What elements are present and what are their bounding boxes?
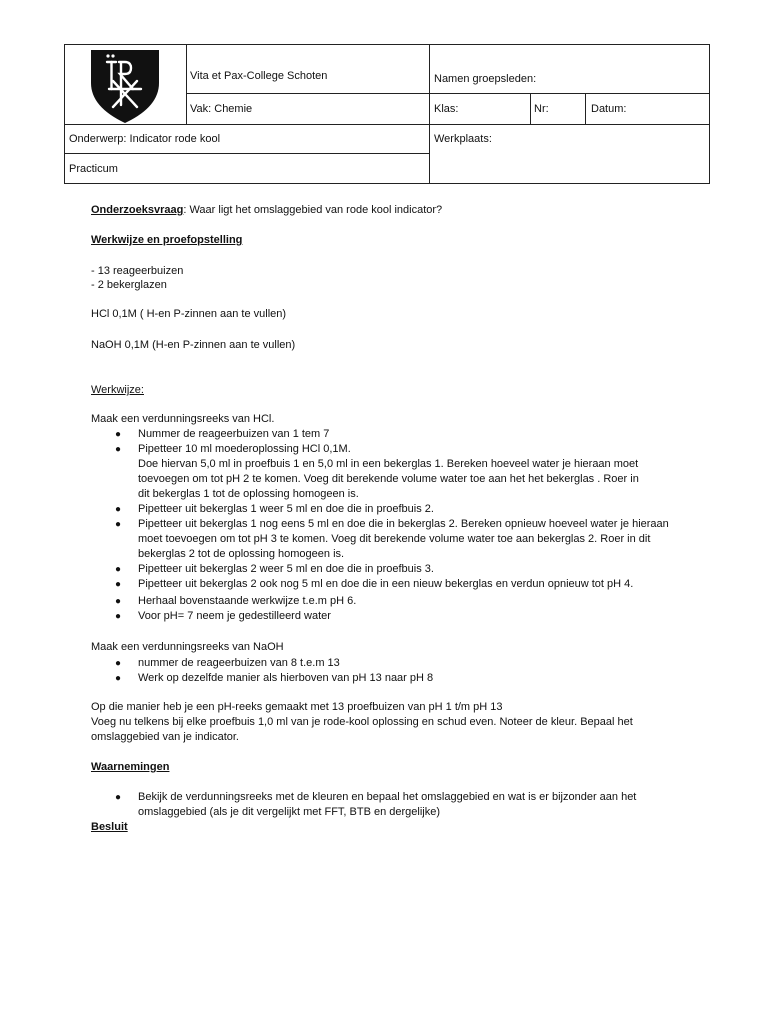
step-item: Nummer de reageerbuizen van 1 tem 7 xyxy=(138,428,330,440)
step-item: Pipetteer uit bekerglas 2 weer 5 ml en doe die in proefbuis 3. xyxy=(138,563,434,575)
class-field: Klas: xyxy=(434,103,459,115)
naoh-series-intro: Maak een verdunningsreeks van NaOH xyxy=(91,641,284,653)
hcl-series-intro: Maak een verdunningsreeks van HCl. xyxy=(91,413,275,425)
step-continuation: dit bekerglas 1 tot de oplossing homogeen is. xyxy=(138,488,359,500)
bullet: ● xyxy=(115,564,122,575)
practicum-label: Practicum xyxy=(69,163,118,175)
summary-line: Voeg nu telkens bij elke proefbuis 1,0 ml van je rode-kool oplossing en schud even. Noteer de kleur. Bepaal het xyxy=(91,716,633,728)
bullet: ● xyxy=(115,596,122,607)
observation-item: Bekijk de verdunningsreeks met de kleuren en bepaal het omslaggebied en wat is er bijzonder aan het xyxy=(138,791,637,803)
naoh-line: NaOH 0,1M (H-en P-zinnen aan te vullen) xyxy=(91,339,296,351)
bullet: ● xyxy=(115,429,122,440)
step-item: Pipetteer 10 ml moederoplossing HCl 0,1M. xyxy=(138,443,351,455)
school-logo xyxy=(65,45,186,124)
bullet: ● xyxy=(115,579,122,590)
bullet: ● xyxy=(115,611,122,622)
grid-line xyxy=(585,93,586,124)
summary-line: Op die manier heb je een pH-reeks gemaakt met 13 proefbuizen van pH 1 t/m pH 13 xyxy=(91,701,503,713)
group-members-field: Namen groepsleden: xyxy=(434,73,537,85)
number-field: Nr: xyxy=(534,103,549,115)
step-continuation: Doe hiervan 5,0 ml in proefbuis 1 en 5,0 ml in een bekerglas 1. Bereken hoeveel water je hieraan moet xyxy=(138,458,639,470)
summary-line: omslaggebied van je indicator. xyxy=(91,731,239,743)
bullet: ● xyxy=(115,444,122,455)
bullet: ● xyxy=(115,504,122,515)
material-item: - 2 bekerglazen xyxy=(91,279,167,291)
hcl-line: HCl 0,1M ( H-en P-zinnen aan te vullen) xyxy=(91,308,287,320)
grid-line xyxy=(429,124,709,125)
step-item: Werk op dezelfde manier als hierboven van pH 13 naar pH 8 xyxy=(138,672,434,684)
step-continuation: moet toevoegen om tot pH 3 te komen. Voeg dit berekende volume water toe aan bekerglas 2. Roer in dit xyxy=(138,533,651,545)
grid-line xyxy=(65,153,429,154)
step-item: Herhaal bovenstaande werkwijze t.e.m pH 6. xyxy=(138,595,357,607)
bullet: ● xyxy=(115,658,122,669)
step-continuation: toevoegen om tot pH 2 te komen. Voeg dit berekende volume water toe aan het het bekerglas . Roer in xyxy=(138,473,639,485)
workplace-field: Werkplaats: xyxy=(434,133,492,145)
procedure-label: Werkwijze: xyxy=(91,384,144,396)
observations-heading: Waarnemingen xyxy=(91,761,170,773)
step-item: Pipetteer uit bekerglas 2 ook nog 5 ml en doe die in een nieuw bekerglas en verdun opnieuw tot pH 4. xyxy=(138,578,634,590)
step-continuation: bekerglas 2 tot de oplossing homogeen is. xyxy=(138,548,345,560)
conclusion-heading: Besluit xyxy=(91,821,128,833)
header-table xyxy=(64,44,710,184)
step-item: Voor pH= 7 neem je gedestilleerd water xyxy=(138,610,331,622)
school-name: Vita et Pax-College Schoten xyxy=(190,70,328,82)
subject-field: Vak: Chemie xyxy=(190,103,253,115)
step-item: Pipetteer uit bekerglas 1 nog eens 5 ml en doe die in bekerglas 2. Bereken opnieuw hoeveel water je hieraan xyxy=(138,518,669,530)
grid-line xyxy=(65,124,429,125)
topic-field: Onderwerp: Indicator rode kool xyxy=(69,133,221,145)
step-item: nummer de reageerbuizen van 8 t.e.m 13 xyxy=(138,657,340,669)
method-heading: Werkwijze en proefopstelling xyxy=(91,234,243,246)
material-item: - 13 reageerbuizen xyxy=(91,265,184,277)
grid-line xyxy=(186,45,187,124)
bullet: ● xyxy=(115,519,122,530)
grid-line xyxy=(186,93,709,94)
step-item: Pipetteer uit bekerglas 1 weer 5 ml en doe die in proefbuis 2. xyxy=(138,503,434,515)
shield-logo-icon xyxy=(65,45,186,124)
bullet: ● xyxy=(115,673,122,684)
bullet: ● xyxy=(115,792,122,803)
research-question-label: Onderzoeksvraag xyxy=(91,204,184,216)
grid-line xyxy=(530,93,531,124)
research-question xyxy=(91,203,442,218)
grid-line xyxy=(429,45,430,183)
research-question-text: : Waar ligt het omslaggebied van rode kool indicator? xyxy=(183,204,443,216)
observation-continuation: omslaggebied (als je dit vergelijkt met FFT, BTB en dergelijke) xyxy=(138,806,441,818)
date-field: Datum: xyxy=(591,103,627,115)
